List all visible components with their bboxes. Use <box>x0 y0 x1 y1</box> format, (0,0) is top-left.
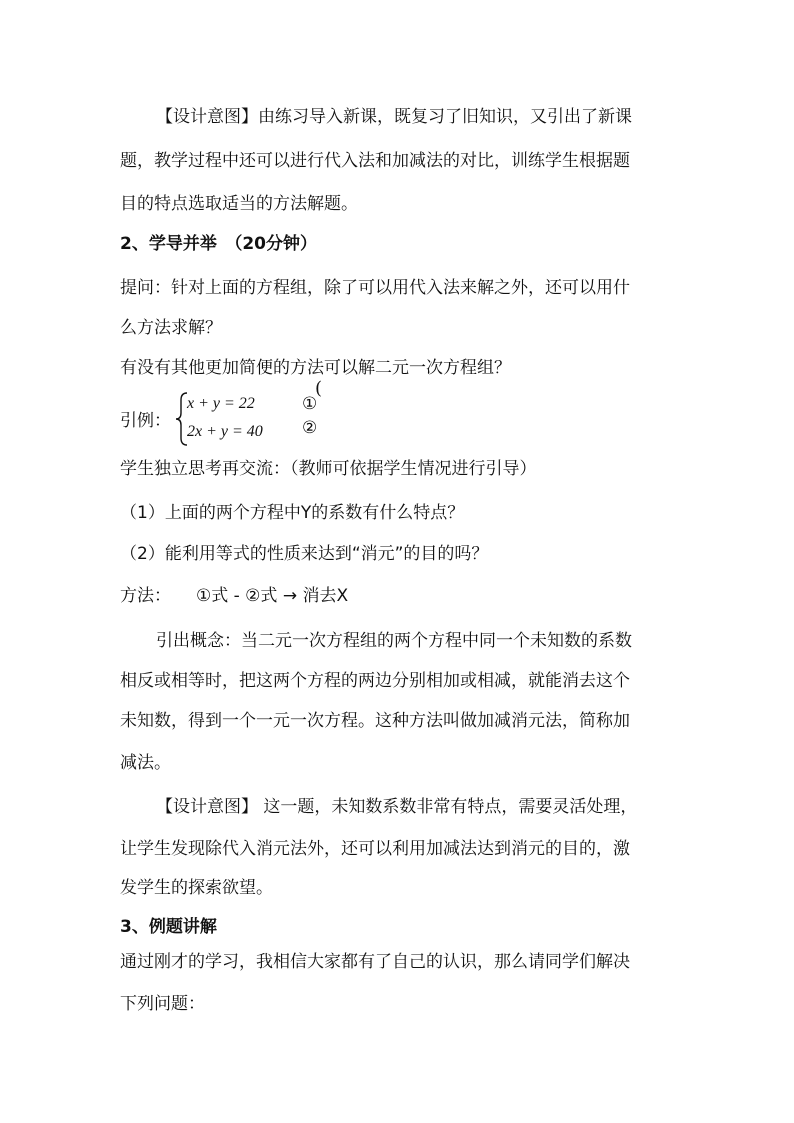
text-line: 让学生发现除代入消元法外，还可以利用加减法达到消元的目的，激 <box>120 839 630 859</box>
text-line: 提问：针对上面的方程组，除了可以用代入法来解之外，还可以用什 <box>120 278 630 298</box>
equation-2: 2x + y = 40 <box>187 423 263 440</box>
text-line: 通过刚才的学习，我相信大家都有了自己的认识，那么请同学们解决 <box>120 952 630 972</box>
section-heading-3: 3、例题讲解 <box>120 917 217 937</box>
text-line: 引出概念：当二元一次方程组的两个方程中同一个未知数的系数 <box>156 631 632 651</box>
text-line: 减法。 <box>120 753 171 773</box>
method-label: 方法： <box>120 586 171 606</box>
text-line: 下列问题： <box>120 994 205 1014</box>
discussion-question-1: （1）上面的两个方程中Y的系数有什么特点？ <box>120 503 465 523</box>
text-line: 【设计意图】 这一题，未知数系数非常有特点，需要灵活处理， <box>156 797 638 817</box>
text-line: 发学生的探索欲望。 <box>120 878 273 898</box>
text-line: 有没有其他更加简便的方法可以解二元一次方程组？ <box>120 358 511 378</box>
text-line: 学生独立思考再交流：（教师可依据学生情况进行引导） <box>120 459 537 479</box>
example-label: 引例： <box>120 411 171 431</box>
section-heading-2: 2、学导并举 （20分钟） <box>120 234 317 254</box>
equation-2-marker: ② <box>302 418 318 438</box>
text-line: 目的特点选取适当的方法解题。 <box>120 194 358 214</box>
stray-parenthesis: ( <box>315 378 323 399</box>
text-line: 相反或相等时，把这两个方程的两边分别相加或相减，就能消去这个 <box>120 671 630 691</box>
text-line: 【设计意图】由练习导入新课，既复习了旧知识，又引出了新课 <box>156 107 632 127</box>
text-line: 题，教学过程中还可以进行代入法和加减法的对比，训练学生根据题 <box>120 151 630 171</box>
text-line: 未知数，得到一个一元一次方程。这种方法叫做加减消元法，简称加 <box>120 711 630 731</box>
equation-1-marker: ① <box>302 394 318 414</box>
equation-1: x + y = 22 <box>187 395 255 412</box>
text-line: 么方法求解？ <box>120 318 222 338</box>
method-content: ①式 - ②式 → 消去X <box>196 586 349 606</box>
discussion-question-2: （2）能利用等式的性质来达到“消元”的目的吗？ <box>120 544 489 564</box>
